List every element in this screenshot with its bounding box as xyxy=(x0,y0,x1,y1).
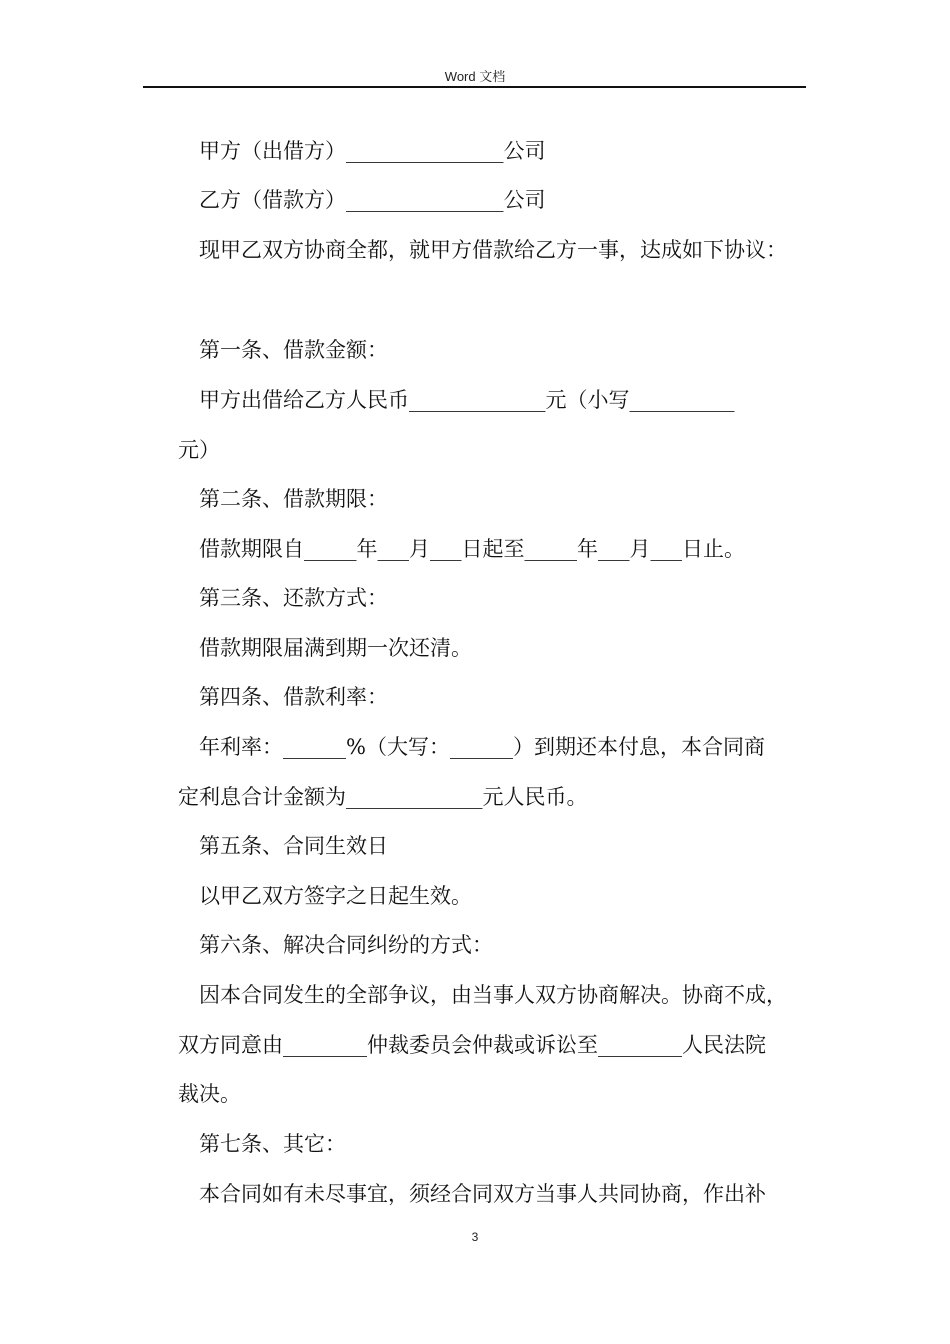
agreement-intro: 现甲乙双方协商全都，就甲方借款给乙方一事，达成如下协议： xyxy=(199,238,787,262)
article-6-text-cont: 双方同意由________仲裁委员会仲裁或诉讼至________人民法院 xyxy=(178,1033,766,1057)
article-4-text: 年利率：______%（大写：______）到期还本付息，本合同商 xyxy=(199,735,765,759)
article-7-heading: 第七条、其它： xyxy=(199,1132,346,1156)
article-4-text-cont: 定利息合计金额为_____________元人民币。 xyxy=(178,785,588,809)
party-a-line: 甲方（出借方）_______________公司 xyxy=(199,139,546,163)
article-2-heading: 第二条、借款期限： xyxy=(199,487,388,511)
article-7-text: 本合同如有未尽事宜，须经合同双方当事人共同协商，作出补 xyxy=(199,1182,766,1206)
article-6-text-end: 裁决。 xyxy=(178,1082,241,1106)
article-4-heading: 第四条、借款利率： xyxy=(199,685,388,709)
page-number: 3 xyxy=(471,1230,479,1244)
article-1-text: 甲方出借给乙方人民币_____________元（小写__________ xyxy=(199,388,735,412)
article-6-heading: 第六条、解决合同纠纷的方式： xyxy=(199,933,493,957)
page-header: Word 文档 xyxy=(444,69,506,84)
party-b-line: 乙方（借款方）_______________公司 xyxy=(199,188,546,212)
header-rule xyxy=(143,86,806,88)
article-5-text: 以甲乙双方签字之日起生效。 xyxy=(199,884,472,908)
article-1-heading: 第一条、借款金额： xyxy=(199,338,388,362)
article-3-heading: 第三条、还款方式： xyxy=(199,586,388,610)
article-5-heading: 第五条、合同生效日 xyxy=(199,834,388,858)
article-3-text: 借款期限届满到期一次还清。 xyxy=(199,636,472,660)
article-2-text: 借款期限自_____年___月___日起至_____年___月___日止。 xyxy=(199,537,745,561)
article-1-text-cont: 元） xyxy=(178,438,220,462)
article-6-text: 因本合同发生的全部争议，由当事人双方协商解决。协商不成， xyxy=(199,983,787,1007)
